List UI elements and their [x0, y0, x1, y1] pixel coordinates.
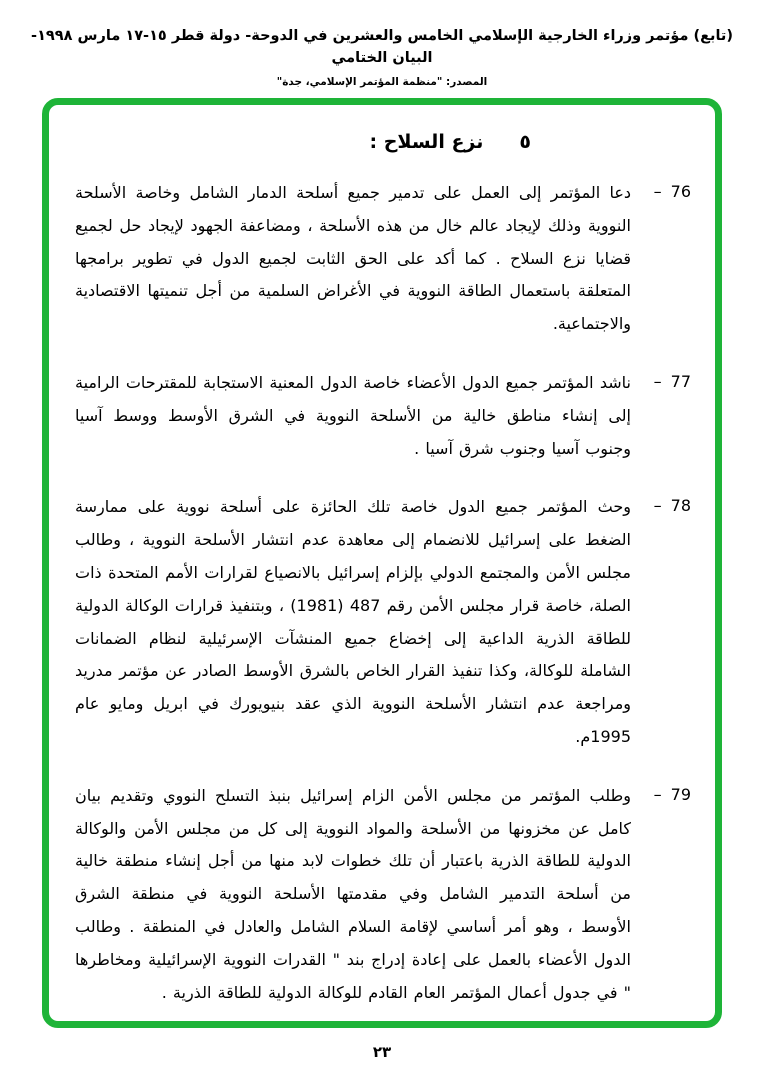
- paragraph-76: [75, 177, 691, 341]
- paragraph-text: وحث المؤتمر جميع الدول خاصة تلك الحائزة على أسلحة نووية على ممارسة الضغط على إسرائيل للانضمام إلى معاهدة عدم انتشار الأسلحة النووية ، وطالب مجلس الأمن والمجتمع الدولي بإلزام إسرائيل بالانصياع لقرارات الأمم المتحدة ذات الصلة، خاصة قرار مجلس الأمن رقم 487 (1981) ، وبتنفيذ قرارات الوكالة الدولية للطاقة الذرية الداعية إلى إخضاع جميع المنشآت الإسرئيلية لنظام الضمانات الشاملة للوكالة، وكذا تنفيذ القرار الخاص بالشرق الأوسط الصادر عن مؤتمر مدريد ومراجعة عدم انتشار الأسلحة النووية الذي عقد بنيويورك في ابريل ومايو عام 1995م.: [75, 497, 632, 746]
- green-frame-content-box: [42, 98, 722, 1028]
- paragraph-78: [75, 491, 691, 753]
- paragraph-number: 77: [670, 371, 691, 391]
- paragraph-number: 76: [670, 182, 691, 201]
- paragraph-number: 78: [670, 496, 691, 516]
- paragraph-marker: [631, 780, 691, 1010]
- section-number: ٥: [519, 131, 531, 153]
- paragraph-dash: –: [653, 784, 662, 804]
- paragraph-number: 79: [670, 784, 691, 804]
- paragraph-text: دعا المؤتمر إلى العمل على تدمير جميع أسلحة الدمار الشامل وخاصة الأسلحة النووية وذلك لإيجاد عالم خال من هذه الأسلحة ، ومضاعفة الجهود لإيجاد حل لجميع قضايا نزع السلاح . كما أكد على الحق الثابت لجميع الدول في تطوير برامجها المتعلقة باستعمال الطاقة النووية في الأغراض السلمية من أجل تنميتها الاقتصادية والاجتماعية.: [75, 183, 631, 334]
- paragraph-marker: [631, 177, 691, 341]
- paragraph-79: [75, 780, 691, 1010]
- paragraph-marker: [631, 491, 691, 753]
- paragraph-77: [75, 367, 691, 465]
- paragraph-text: ناشد المؤتمر جميع الدول الأعضاء خاصة الدول المعنية الاستجابة للمقترحات الرامية إلى إنشاء مناطق خالية من الأسلحة النووية في الشرق الأوسط ووسط آسيا وجنوب آسيا وجنوب شرق آسيا .: [75, 372, 631, 458]
- paragraph-dash: –: [653, 371, 662, 391]
- section-heading: [75, 131, 691, 153]
- paragraph-dash: –: [653, 496, 662, 516]
- header-title: (تابع) مؤتمر وزراء الخارجية الإسلامي الخامس والعشرين في الدوحة- دولة قطر ١٥-١٧ مارس ١٩٩٨- البيان الختامي: [31, 28, 733, 66]
- paragraph-dash: –: [653, 182, 662, 201]
- header-source-line: المصدر: "منظمة المؤتمر الإسلامي، جدة": [276, 75, 488, 88]
- paragraph-marker: [631, 367, 691, 465]
- section-title: نزع السلاح :: [369, 131, 484, 153]
- paragraph-text: وطلب المؤتمر من مجلس الأمن الزام إسرائيل بنبذ التسلح النووي وتقديم بيان كامل عن مخزونها من الأسلحة والمواد النووية إلى كل من مجلس الأمن والوكالة الدولية للطاقة الذرية باعتبار أن تلك خطوات لابد منها من أجل إنشاء منطقة خالية من أسلحة التدمير الشامل وفي مقدمتها الأسلحة النووية في منطقة الشرق الأوسط ، وهو أمر أساسي لإقامة السلام الشامل والعادل في المنطقة . وطالب الدول الأعضاء بالعمل على إعادة إدراج بند " القدرات النووية الإسرائيلية ومخاطرها " في جدول أعمال المؤتمر العام القادم للوكالة الدولية للطاقة الذرية .: [75, 785, 631, 1002]
- page-number: ٢٣: [372, 1043, 392, 1061]
- document-header: [10, 26, 754, 88]
